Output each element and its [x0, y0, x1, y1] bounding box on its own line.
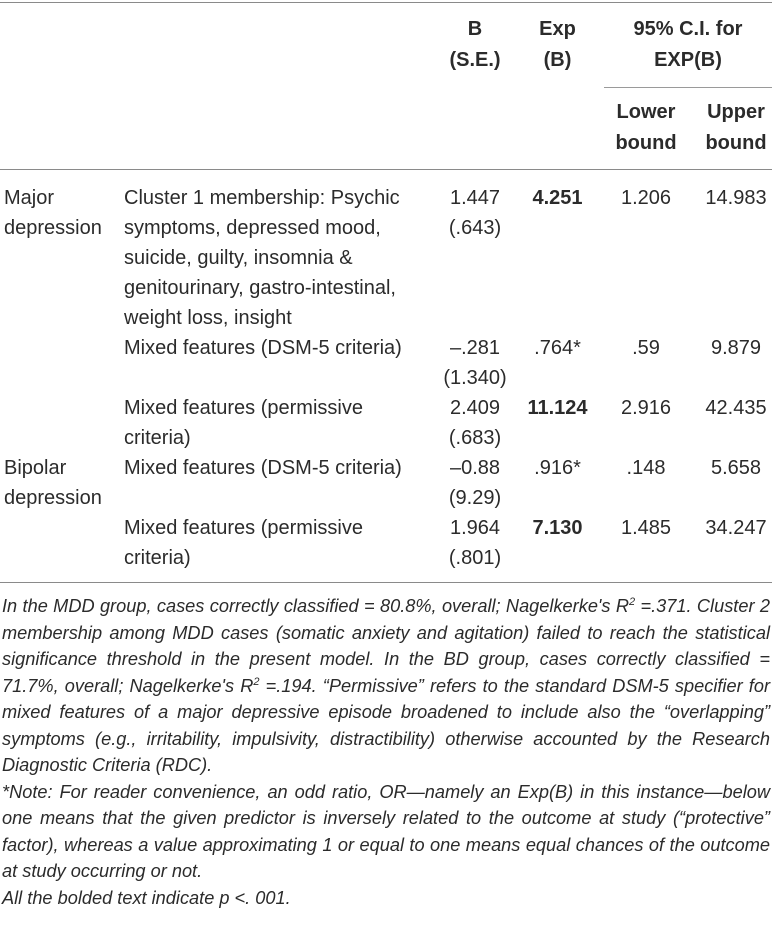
row-3-predictor	[124, 393, 363, 453]
footnote-odds-ratio-note: *Note: For reader convenience, an odd ratio, OR—namely an Exp(B) in this instance—below one means that the given predictor is inversely related to the outcome at study (“protective” factor), whereas a value approximating 1 or equal to one means equal chances of the outcome at study occurring or not.	[2, 781, 770, 881]
group-major-depression	[4, 183, 102, 243]
row-5-b	[430, 513, 520, 573]
row-5-b-se: (.801)	[448, 547, 502, 569]
header-exp-label: Exp	[539, 18, 576, 40]
group-bipolar-line-2: depression	[4, 487, 102, 509]
group-major-line-2: depression	[4, 217, 102, 239]
row-3-b	[430, 393, 520, 453]
row-4-lower: .148	[626, 457, 666, 479]
row-4-predictor	[124, 453, 402, 483]
row-3-predictor-line: criteria)	[124, 427, 191, 449]
row-2-b-se: (1.340)	[443, 367, 507, 389]
ci-subheader-rule	[604, 87, 772, 88]
footnote-classification	[2, 593, 770, 779]
row-5-predictor-line: criteria)	[124, 547, 191, 569]
footnote-text: In the MDD group, cases correctly classified = 80.8%, overall; Nagelkerke's R	[2, 596, 629, 616]
header-lower-sub: bound	[615, 132, 677, 154]
row-2-b	[430, 333, 520, 393]
header-bottom-rule	[0, 169, 772, 170]
row-4-upper: 5.658	[710, 457, 762, 479]
row-3-b-value: 2.409	[449, 397, 501, 419]
header-ci-sub: EXP(B)	[654, 49, 722, 71]
footnote-text: =.194. “Permissive” refers to the standard DSM-5 specifier for mixed features of a major depressive episode broadened to include also the “overlapping” symptoms (e.g., irritability, impulsivity, distractibility) otherwise accounted by the Research Diagnostic Criteria (RDC).	[2, 675, 770, 775]
row-1-upper: 14.983	[705, 187, 767, 209]
row-3-predictor-line: Mixed features (permissive	[124, 397, 363, 419]
row-2-lower: .59	[632, 337, 660, 359]
row-2-upper: 9.879	[710, 337, 762, 359]
row-2-predictor-line: Mixed features (DSM-5 criteria)	[124, 337, 402, 359]
row-5-predictor-line: Mixed features (permissive	[124, 517, 363, 539]
row-5-predictor	[124, 513, 363, 573]
header-upper-sub: bound	[705, 132, 767, 154]
footnote-superscript: 2	[253, 675, 260, 688]
row-2-b-value: –.281	[449, 337, 501, 359]
top-rule	[0, 2, 772, 3]
row-4-b-value: –0.88	[449, 457, 501, 479]
row-2-predictor	[124, 333, 402, 363]
row-1-predictor-line: Cluster 1 membership: Psychic	[124, 187, 400, 209]
row-1-predictor-line: genitourinary, gastro-intestinal,	[124, 277, 396, 299]
row-1-predictor-line: suicide, guilty, insomnia &	[124, 247, 353, 269]
row-5-lower: 1.485	[620, 517, 672, 539]
group-bipolar-line-1: Bipolar	[4, 457, 67, 479]
row-5-exp: 7.130	[532, 517, 583, 539]
row-1-predictor-line: weight loss, insight	[124, 307, 292, 329]
footnote-superscript: 2	[629, 595, 636, 608]
row-3-upper: 42.435	[705, 397, 767, 419]
footnote-text: =.371. Cluster 2 membership among MDD cases (somatic anxiety and agitation) failed to reach the statistical significance threshold in the present model. In the BD group, cases correctly classified = 71.7%, overall; Nagelkerke's R	[2, 596, 770, 696]
header-ci-label: 95% C.I. for	[633, 18, 743, 40]
row-3-lower: 2.916	[620, 397, 672, 419]
header-b-label: B	[467, 18, 483, 40]
header-lower	[604, 97, 688, 159]
header-upper-label: Upper	[707, 101, 765, 123]
row-3-b-se: (.683)	[448, 427, 502, 449]
header-b-sub: (S.E.)	[449, 49, 501, 71]
row-1-lower: 1.206	[620, 187, 672, 209]
row-4-exp: .916*	[534, 457, 581, 479]
table-bottom-rule	[0, 582, 772, 583]
footnote-significance: All the bolded text indicate p <. 001.	[2, 887, 291, 908]
header-lower-label: Lower	[616, 101, 676, 123]
header-exp	[520, 14, 595, 76]
header-ci	[604, 14, 772, 76]
row-1-b	[430, 183, 520, 243]
row-1-exp: 4.251	[532, 187, 583, 209]
row-4-predictor-line: Mixed features (DSM-5 criteria)	[124, 457, 402, 479]
row-1-b-se: (.643)	[448, 217, 502, 239]
group-major-line-1: Major	[4, 187, 55, 209]
row-1-predictor-line: symptoms, depressed mood,	[124, 217, 381, 239]
row-5-b-value: 1.964	[449, 517, 501, 539]
header-upper	[694, 97, 772, 159]
row-2-exp: .764*	[534, 337, 581, 359]
row-1-b-value: 1.447	[449, 187, 501, 209]
table-footnote	[2, 593, 770, 911]
row-3-exp: 11.124	[527, 397, 588, 419]
header-b	[430, 14, 520, 76]
group-bipolar-depression	[4, 453, 102, 513]
row-5-upper: 34.247	[705, 517, 767, 539]
row-4-b-se: (9.29)	[448, 487, 502, 509]
row-1-predictor	[124, 183, 400, 333]
header-exp-sub: (B)	[543, 49, 572, 71]
row-4-b	[430, 453, 520, 513]
